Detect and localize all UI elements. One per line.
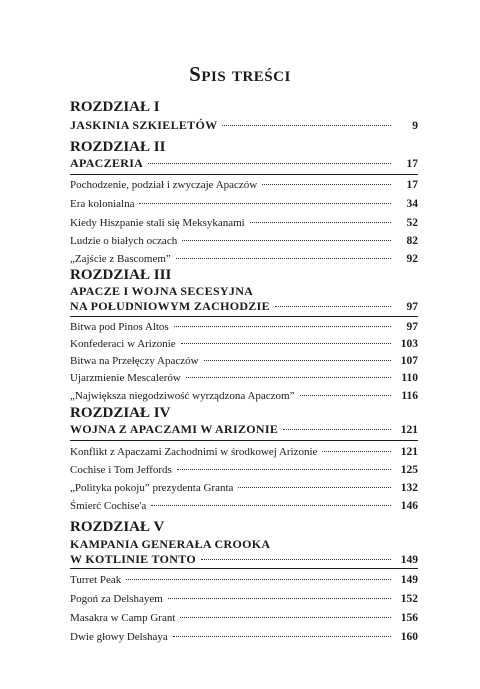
toc-entry[interactable] <box>70 253 418 268</box>
entry-label: Konflikt z Apaczami Zachodnimi w środkowej Arizonie <box>70 446 318 458</box>
page-number: 97 <box>406 301 418 313</box>
entry-label: WOJNA Z APACZAMI W ARIZONIE <box>70 422 279 436</box>
dot-leader <box>139 203 391 204</box>
toc-entry[interactable] <box>70 631 418 646</box>
dot-leader <box>151 505 391 506</box>
page-number: 125 <box>400 464 418 476</box>
page-number: 92 <box>406 253 418 265</box>
page-number: 107 <box>400 355 418 367</box>
toc-main-entry[interactable] <box>70 552 418 567</box>
entry-label: APACZERIA <box>70 156 144 170</box>
entry-label: Pochodzenie, podział i zwyczaje Apaczów <box>70 179 258 191</box>
dot-leader <box>204 360 391 361</box>
page-number: 116 <box>401 390 418 402</box>
page-number: 152 <box>400 593 418 605</box>
toc-entry[interactable] <box>70 390 418 405</box>
entry-label: Konfederaci w Arizonie <box>70 338 176 350</box>
dot-leader <box>262 184 391 185</box>
page-number: 110 <box>401 372 418 384</box>
page-title: Spis treści <box>189 62 291 86</box>
page-number: 17 <box>406 179 418 191</box>
dot-leader <box>201 559 391 560</box>
dot-leader <box>182 240 391 241</box>
page-number: 149 <box>400 554 418 566</box>
toc-entry[interactable] <box>70 482 418 497</box>
page-number: 160 <box>400 631 418 643</box>
toc-entry[interactable] <box>70 235 418 250</box>
entry-label: „Zajście z Bascomem” <box>70 253 171 265</box>
entry-label: Ujarzmienie Mescalerów <box>70 372 181 384</box>
dot-leader <box>181 343 391 344</box>
page-number: 103 <box>400 338 418 350</box>
divider <box>70 440 418 441</box>
toc-entry[interactable] <box>70 372 418 387</box>
entry-label: „Największa niegodziwość wyrządzona Apaczom” <box>70 390 295 402</box>
entry-label: „Polityka pokoju” prezydenta Granta <box>70 482 234 494</box>
entry-label: Turret Peak <box>70 574 122 586</box>
toc-entry[interactable] <box>70 464 418 479</box>
chapter-heading: ROZDZIAŁ I <box>70 99 160 115</box>
page-number: 132 <box>400 482 418 494</box>
entry-label: JASKINIA SZKIELETÓW <box>70 118 218 132</box>
entry-label: Cochise i Tom Jeffords <box>70 464 172 476</box>
dot-leader <box>275 306 391 307</box>
entry-label: Era kolonialna <box>70 198 135 210</box>
chapter-heading: ROZDZIAŁ II <box>70 139 166 155</box>
toc-main-entry[interactable] <box>70 422 418 437</box>
toc-main-entry[interactable] <box>70 118 418 133</box>
toc-entry[interactable] <box>70 500 418 515</box>
entry-label: Bitwa na Przełęczy Apaczów <box>70 355 199 367</box>
dot-leader <box>222 125 391 126</box>
page-number: 82 <box>406 235 418 247</box>
toc-entry[interactable] <box>70 446 418 461</box>
entry-label: W KOTLINIE TONTO <box>70 552 196 566</box>
dot-leader <box>186 377 391 378</box>
page-number: 146 <box>400 500 418 512</box>
dot-leader <box>300 395 392 396</box>
page-number: 121 <box>400 446 418 458</box>
page-number: 121 <box>400 424 418 436</box>
dot-leader <box>168 598 391 599</box>
dot-leader <box>180 617 391 618</box>
entry-label: Śmierć Cochise'a <box>70 500 147 512</box>
entry-label: Kiedy Hiszpanie stali się Meksykanami <box>70 217 245 229</box>
page-number: 97 <box>406 321 418 333</box>
page-number: 34 <box>406 198 418 210</box>
dot-leader <box>322 451 391 452</box>
dot-leader <box>173 636 391 637</box>
dot-leader <box>174 326 391 327</box>
toc-main-entry-line: APACZE I WOJNA SECESYJNA <box>70 284 254 298</box>
dot-leader <box>126 579 391 580</box>
entry-label: NA POŁUDNIOWYM ZACHODZIE <box>70 299 270 313</box>
toc-entry[interactable] <box>70 612 418 627</box>
dot-leader <box>177 469 391 470</box>
page-number: 17 <box>406 158 418 170</box>
page-number: 52 <box>406 217 418 229</box>
entry-label: Pogoń za Delshayem <box>70 593 163 605</box>
page-number: 9 <box>412 120 418 132</box>
toc-entry[interactable] <box>70 198 418 213</box>
chapter-heading: ROZDZIAŁ III <box>70 267 172 283</box>
toc-entry[interactable] <box>70 321 418 336</box>
divider <box>70 316 418 317</box>
entry-label: Ludzie o białych oczach <box>70 235 178 247</box>
divider <box>70 174 418 175</box>
chapter-heading: ROZDZIAŁ V <box>70 519 165 535</box>
entry-label: Dwie głowy Delshaya <box>70 631 168 643</box>
dot-leader <box>148 163 391 164</box>
chapter-heading: ROZDZIAŁ IV <box>70 405 171 421</box>
dot-leader <box>283 429 391 430</box>
entry-label: Bitwa pod Pinos Altos <box>70 321 169 333</box>
dot-leader <box>250 222 391 223</box>
toc-entry[interactable] <box>70 217 418 232</box>
toc-entry[interactable] <box>70 574 418 589</box>
toc-main-entry-line: KAMPANIA GENERAŁA CROOKA <box>70 537 271 551</box>
divider <box>70 568 418 569</box>
toc-entry[interactable] <box>70 338 418 353</box>
dot-leader <box>176 258 391 259</box>
toc-entry[interactable] <box>70 179 418 194</box>
page-number: 156 <box>400 612 418 624</box>
dot-leader <box>238 487 391 488</box>
toc-entry[interactable] <box>70 355 418 370</box>
entry-label: Masakra w Camp Grant <box>70 612 176 624</box>
toc-entry[interactable] <box>70 593 418 608</box>
toc-main-entry[interactable] <box>70 156 418 171</box>
page-number: 149 <box>400 574 418 586</box>
toc-main-entry[interactable] <box>70 299 418 314</box>
